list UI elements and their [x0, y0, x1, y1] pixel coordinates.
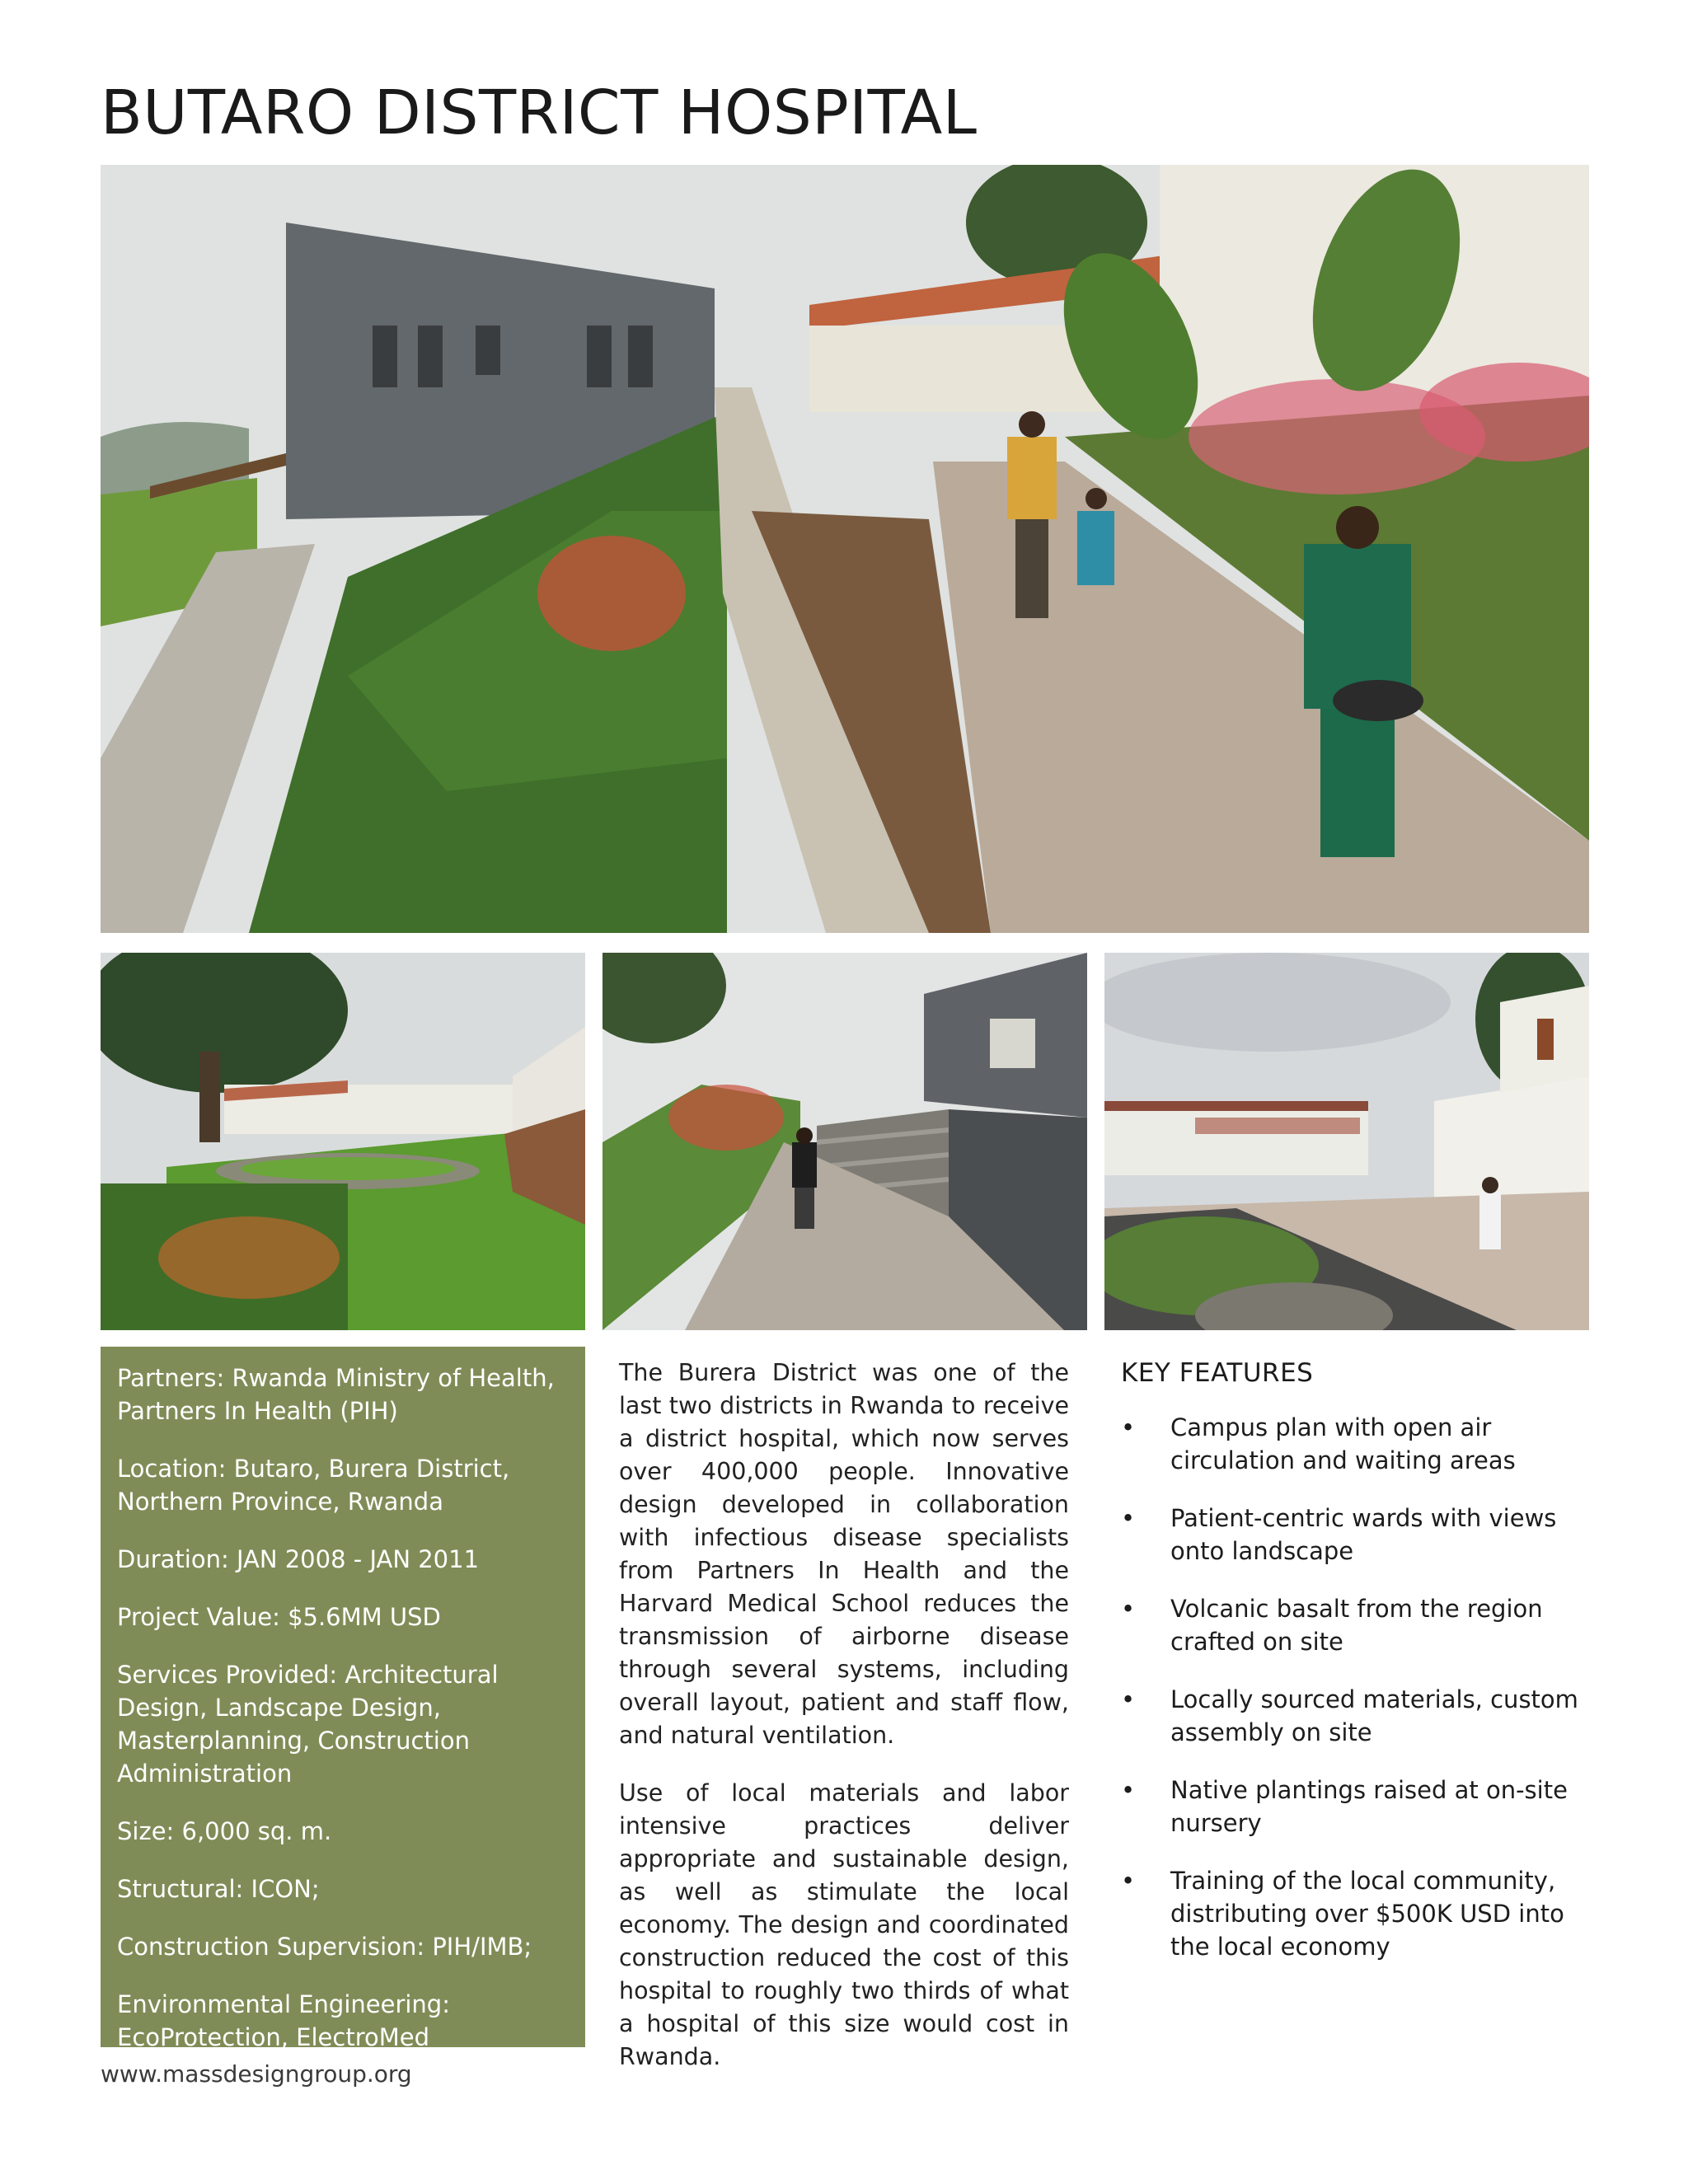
- bullet-icon: •: [1121, 1504, 1136, 1532]
- info-environmental-engineering: Environmental Engineering: EcoProtection, ElectroMed: [117, 1990, 450, 2051]
- feature-text: Volcanic basalt from the region crafted on site: [1170, 1595, 1543, 1656]
- feature-text: Training of the local community, distributing over $500K USD into the local economy: [1170, 1867, 1564, 1961]
- bullet-icon: •: [1121, 1413, 1136, 1441]
- feature-item: [1121, 1411, 1582, 1477]
- key-features-heading: KEY FEATURES: [1121, 1358, 1314, 1388]
- feature-text: Patient-centric wards with views onto landscape: [1170, 1504, 1557, 1565]
- bullet-icon: •: [1121, 1776, 1136, 1804]
- info-structural: Structural: ICON;: [117, 1875, 320, 1903]
- description-paragraph: The Burera District was one of the last two districts in Rwanda to receive a district hospital, which now serves over 400,000 people. Innovative design developed in collaboration with infectious disease specialists from Partners In Health and the Harvard Medical School reduces the transmission of airborne disease through several systems, including overall layout, patient and staff flow, and natural ventilation.: [619, 1359, 1069, 1749]
- stairs-path-photo: [603, 953, 1087, 1330]
- info-duration: Duration: JAN 2008 - JAN 2011: [117, 1545, 480, 1573]
- info-size: Size: 6,000 sq. m.: [117, 1817, 332, 1845]
- feature-item: [1121, 1774, 1582, 1840]
- info-construction-supervision: Construction Supervision: PIH/IMB;: [117, 1933, 532, 1961]
- info-partners: Partners: Rwanda Ministry of Health, Partners In Health (PIH): [117, 1364, 555, 1425]
- bullet-icon: •: [1121, 1595, 1136, 1623]
- info-services: Services Provided: Architectural Design, Landscape Design, Masterplanning, Construction Administration: [117, 1661, 499, 1788]
- page-title: BUTARO DISTRICT HOSPITAL: [101, 77, 978, 148]
- info-location: Location: Butaro, Burera District, Northern Province, Rwanda: [117, 1455, 510, 1516]
- hero-photo: [101, 165, 1589, 933]
- feature-text: Locally sourced materials, custom assembly on site: [1170, 1685, 1578, 1746]
- description-paragraph: Use of local materials and labor intensive practices deliver appropriate and sustainable design, as well as stimulate the local economy. The design and coordinated construction reduced the cost of this hospital to roughly two thirds of what a hospital of this size would cost in Rwanda.: [619, 1779, 1069, 2070]
- project-info-box: [101, 1347, 585, 2051]
- feature-item: [1121, 1502, 1582, 1568]
- feature-text: Native plantings raised at on-site nursery: [1170, 1776, 1568, 1837]
- courtyard-lawn-photo: [101, 953, 585, 1330]
- feature-text: Campus plan with open air circulation and waiting areas: [1170, 1413, 1516, 1474]
- feature-item: [1121, 1592, 1582, 1658]
- key-features: [1121, 1357, 1582, 1988]
- info-project-value: Project Value: $5.6MM USD: [117, 1603, 441, 1631]
- bullet-icon: •: [1121, 1867, 1136, 1895]
- key-features-list: [1121, 1411, 1582, 1963]
- bullet-icon: •: [1121, 1685, 1136, 1713]
- ward-courtyard-photo: [1104, 953, 1589, 1330]
- project-description: [619, 1357, 1069, 2098]
- website-url[interactable]: www.massdesigngroup.org: [101, 2060, 412, 2088]
- feature-item: [1121, 1864, 1582, 1963]
- feature-item: [1121, 1683, 1582, 1749]
